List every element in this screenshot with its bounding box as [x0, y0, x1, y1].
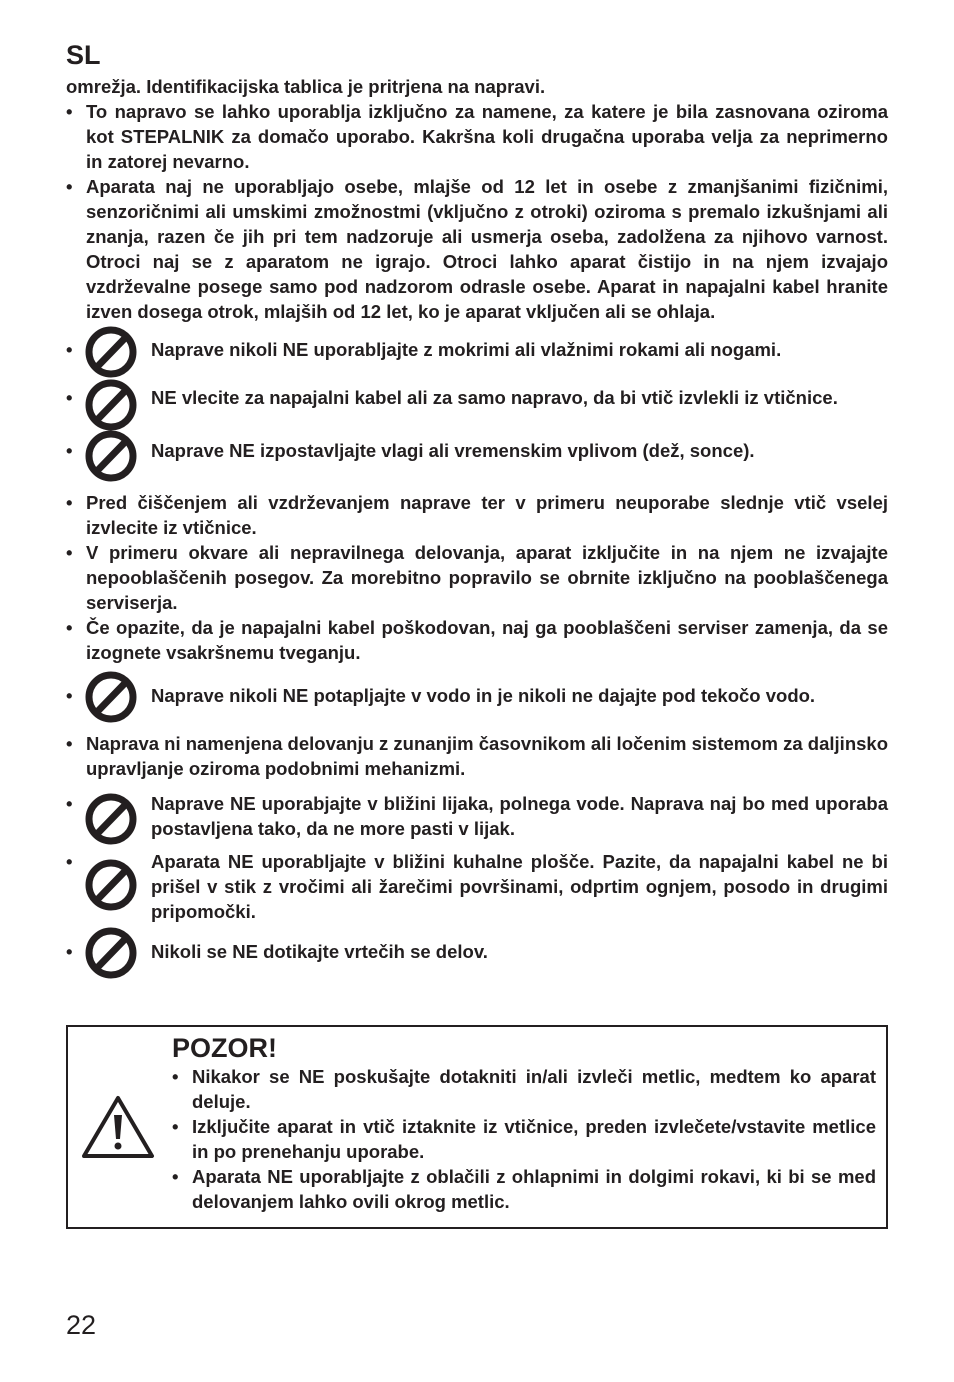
bullet: • [66, 851, 73, 872]
bullet: • [66, 733, 73, 754]
item-text: Pred čiščenjem ali vzdrževanjem naprave ter v primeru neuporabe slednje vtič vselej izvlecite iz vtičnice. [86, 492, 888, 538]
prohibition-icon [85, 927, 137, 979]
list-item [66, 615, 888, 665]
prohibition-item [66, 927, 888, 967]
item-text: Aparata NE uporabljajte v bližini kuhalne plošče. Pazite, da napajalni kabel ne bi prišel v stik z vročimi ali žarečimi površinami, odprtim ognjem, posodo in drugimi pripomočki. [151, 851, 888, 922]
bullet: • [172, 1166, 179, 1187]
intro-line: omrežja. Identifikacijska tablica je pritrjena na napravi. [66, 76, 546, 97]
warning-box [66, 1025, 888, 1229]
item-text: To napravo se lahko uporablja izključno za namene, za katere je bila zasnovana oziroma kot STEPALNIK za domačo uporabo. Kakršna koli drugačna uporaba velja za neprimerno in zatorej nevarno. [86, 101, 888, 172]
item-text: Če opazite, da je napajalni kabel poškodovan, naj ga pooblaščeni serviser zamenja, da se izognete vsakršnemu tveganju. [86, 617, 888, 663]
list-item [66, 731, 888, 781]
warning-item-text: Izključite aparat in vtič iztaknite iz vtičnice, preden izvlečete/vstavite metlice in po prenehanju uporabe. [192, 1116, 876, 1162]
warning-item [172, 1164, 876, 1214]
bullet: • [172, 1066, 179, 1087]
language-code: SL [66, 40, 101, 70]
bullet: • [66, 440, 73, 461]
bullet: • [66, 542, 73, 563]
bullet: • [66, 793, 73, 814]
bullet: • [66, 492, 73, 513]
item-text: Naprave nikoli NE potapljajte v vodo in je nikoli ne dajajte pod tekočo vodo. [151, 685, 816, 706]
bullet: • [66, 101, 73, 122]
warning-item-text: Nikakor se NE poskušajte dotakniti in/ali izvleči metlic, medtem ko aparat deluje. [192, 1066, 876, 1112]
prohibition-item [66, 849, 888, 927]
item-text: V primeru okvare ali nepravilnega delovanja, aparat izključite in na njem ne izvajajte nepooblaščenih posegov. Za morebitno popravilo se obrnite izključno na pooblaščenega serviserja. [86, 542, 888, 613]
warning-triangle-icon [80, 1093, 156, 1166]
bullet: • [66, 339, 73, 360]
warning-list [172, 1064, 876, 1214]
item-text: Naprava ni namenjena delovanju z zunanjim časovnikom ali ločenim sistemom za daljinsko upravljanje oziroma podobnimi mehanizmi. [86, 733, 888, 779]
warning-title: POZOR! [172, 1033, 277, 1063]
prohibition-item [66, 374, 888, 434]
bullet: • [172, 1116, 179, 1137]
warning-item-text: Aparata NE uporabljajte z oblačili z ohlapnimi in dolgimi rokavi, ki bi se med delovanjem lahko ovili okrog metlic. [192, 1166, 876, 1212]
prohibition-item [66, 434, 888, 490]
bullet: • [66, 685, 73, 706]
prohibition-icon [85, 326, 137, 378]
bullet: • [66, 176, 73, 197]
item-text: NE vlecite za napajalni kabel ali za samo napravo, da bi vtič izvlekli iz vtičnice. [151, 387, 838, 408]
bullet: • [66, 941, 73, 962]
prohibition-icon [85, 793, 137, 845]
item-text: Naprave NE uporabjajte v bližini lijaka, polnega vode. Naprava naj bo med uporaba postavljena tako, da ne more pasti v lijak. [151, 793, 888, 839]
list-item [66, 490, 888, 540]
prohibition-icon [85, 859, 137, 911]
list-item [66, 99, 888, 174]
prohibition-icon [85, 430, 137, 482]
warning-item [172, 1114, 876, 1164]
prohibition-item [66, 328, 888, 374]
list-item [66, 174, 888, 324]
bullet: • [66, 387, 73, 408]
bullet: • [66, 617, 73, 638]
page-number: 22 [66, 1310, 97, 1340]
item-text: Naprave nikoli NE uporabljajte z mokrimi ali vlažnimi rokami ali nogami. [151, 339, 782, 360]
warning-item [172, 1064, 876, 1114]
list-item [66, 540, 888, 615]
prohibition-icon [85, 379, 137, 431]
prohibition-item [66, 791, 888, 849]
instructions-body [66, 74, 888, 967]
item-text: Aparata naj ne uporabljajo osebe, mlajše od 12 let in osebe z zmanjšanimi fizičnimi, senzoričnimi ali umskimi zmožnostmi (vključno z otroki) oziroma s premalo izkušnjami ali znanja, razen če jih pri tem nadzoruje ali usmerja oseba, zadolžena za njihovo varnost. Otroci naj se z aparatom ne igrajo. Otroci lahko aparat čistijo in na njem izvajajo vzdrževalne posege samo pod nadzorom odrasle osebe. Aparat in napajalni kabel hranite izven dosega otrok, mlajših od 12 let, ko je aparat vključen ali se ohlaja. [86, 176, 888, 322]
prohibition-icon [85, 671, 137, 723]
item-text: Nikoli se NE dotikajte vrtečih se delov. [151, 941, 488, 962]
item-text: Naprave NE izpostavljajte vlagi ali vremenskim vplivom (dež, sonce). [151, 440, 755, 461]
prohibition-item [66, 665, 888, 727]
